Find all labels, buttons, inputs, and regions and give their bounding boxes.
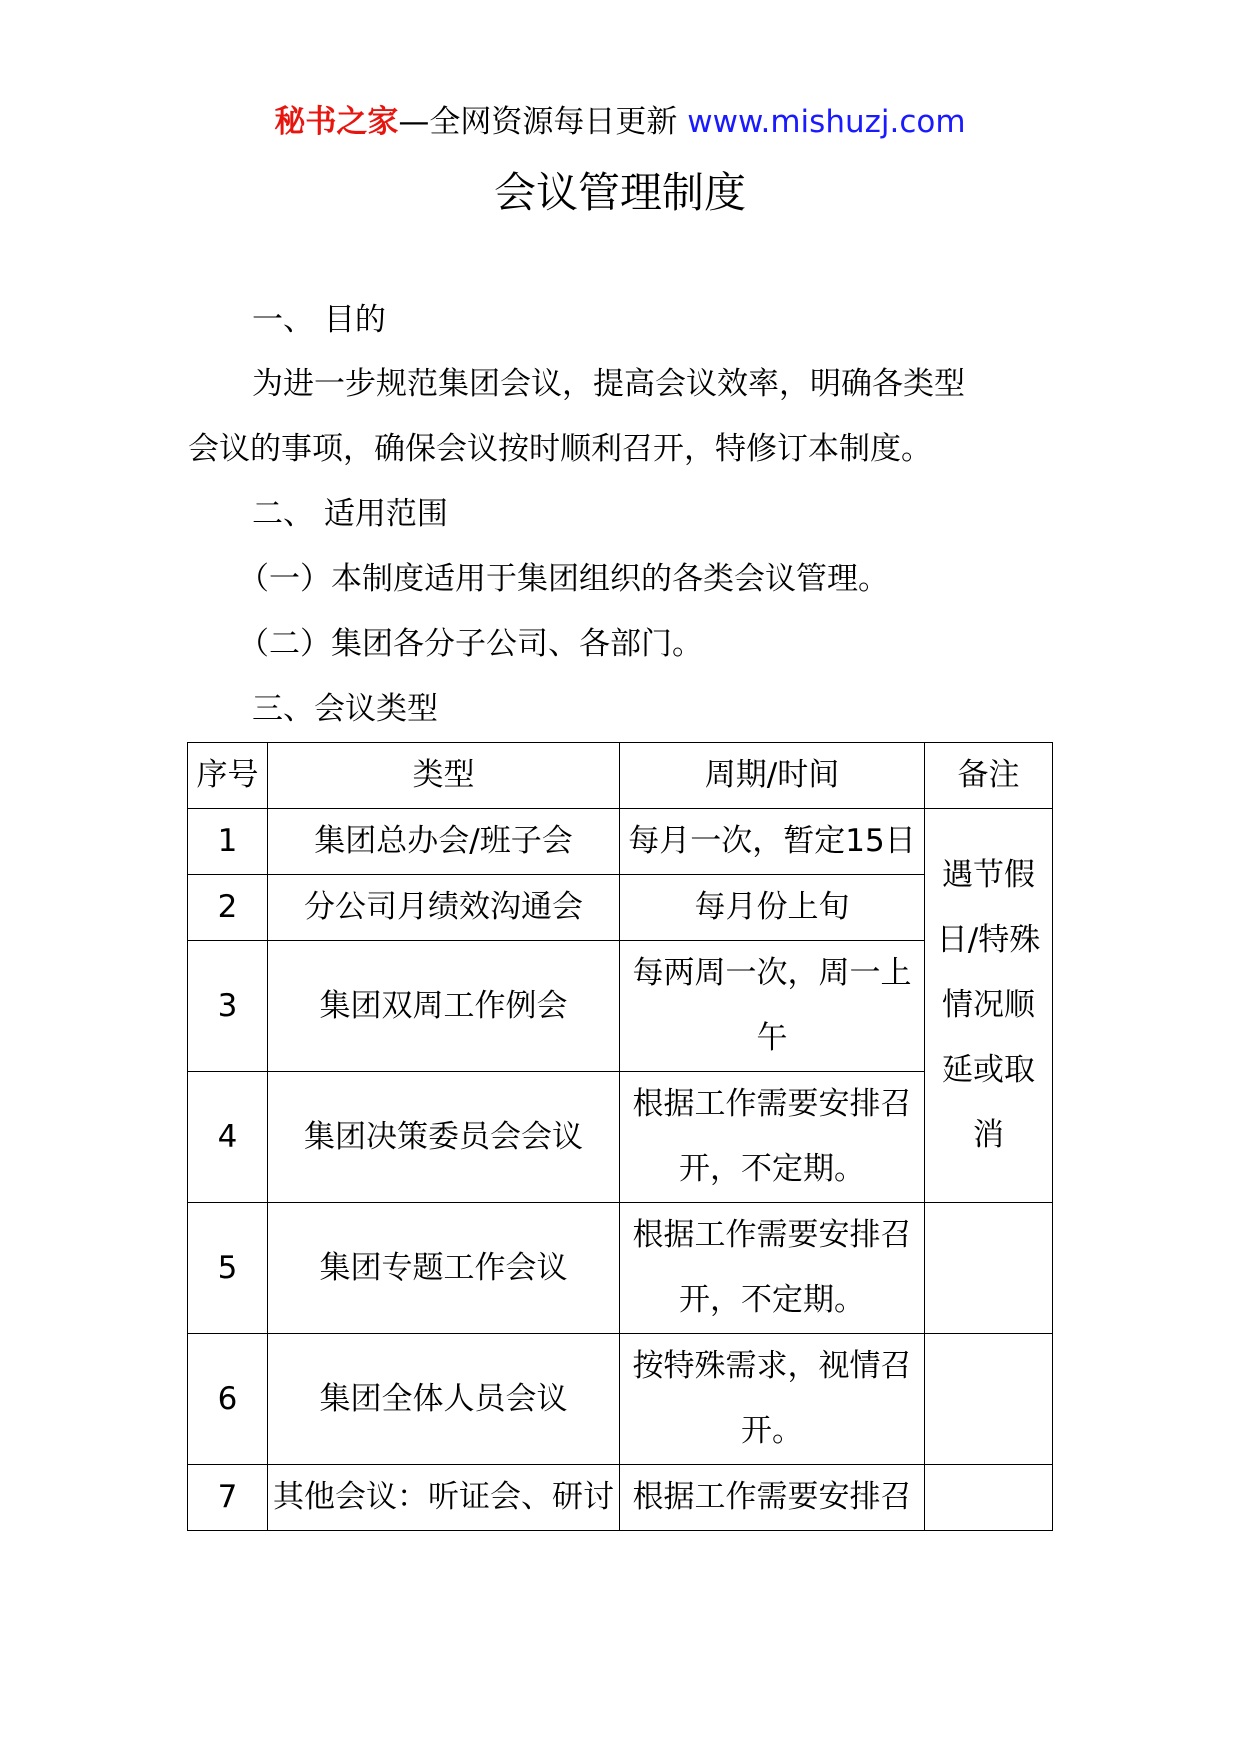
table-row [188,1072,1053,1203]
table-row [188,1465,1053,1531]
row-serial: 6 [188,1334,268,1465]
header-serial: 序号 [188,743,268,809]
scope-item-2: （二）集团各分子公司、各部门。 [238,626,703,662]
header-type: 类型 [268,743,620,809]
meeting-types-table [187,742,1053,1531]
table-row [188,1203,1053,1334]
table-row [188,941,1053,1072]
table-header-row [188,743,1053,809]
row-period: 每两周一次，周一上午 [620,941,925,1072]
site-header [0,100,1240,144]
purpose-paragraph-line-2: 会议的事项，确保会议按时顺利召开，特修订本制度。 [188,431,932,467]
row-type: 分公司月绩效沟通会 [268,875,620,941]
scope-item-1: （一）本制度适用于集团组织的各类会议管理。 [238,561,889,597]
row-serial: 2 [188,875,268,941]
row-period: 每月份上旬 [620,875,925,941]
row-remark-empty [925,1465,1053,1531]
section-heading-meeting-types: 三、会议类型 [252,691,438,727]
table-row [188,809,1053,875]
table-row [188,875,1053,941]
row-remark-empty [925,1334,1053,1465]
remark-cell: 遇节假日/特殊情况顺延或取消 [925,809,1053,1203]
row-period: 每月一次，暂定15日 [620,809,925,875]
row-serial: 3 [188,941,268,1072]
row-type: 集团全体人员会议 [268,1334,620,1465]
row-type: 集团双周工作例会 [268,941,620,1072]
header-remark: 备注 [925,743,1053,809]
row-serial: 7 [188,1465,268,1531]
document-title: 会议管理制度 [493,168,746,217]
row-type: 集团专题工作会议 [268,1203,620,1334]
row-period: 按特殊需求，视情召开。 [620,1334,925,1465]
row-serial: 5 [188,1203,268,1334]
row-type: 集团总办会/班子会 [268,809,620,875]
section-heading-purpose: 一、 目的 [252,302,386,338]
row-serial: 4 [188,1072,268,1203]
header-period: 周期/时间 [620,743,925,809]
purpose-paragraph-line-1: 为进一步规范集团会议，提高会议效率，明确各类型 [252,366,965,402]
site-brand: 秘书之家 [274,104,399,140]
site-tagline: —全网资源每日更新 [398,104,678,140]
table-row [188,1334,1053,1465]
row-period: 根据工作需要安排召 [620,1465,925,1531]
site-url-link[interactable]: www.mishuzj.com [687,104,966,140]
row-type: 集团决策委员会会议 [268,1072,620,1203]
row-period: 根据工作需要安排召开，不定期。 [620,1072,925,1203]
row-remark-empty [925,1203,1053,1334]
row-period: 根据工作需要安排召开，不定期。 [620,1203,925,1334]
row-serial: 1 [188,809,268,875]
row-type: 其他会议：听证会、研讨 [268,1465,620,1531]
section-heading-scope: 二、 适用范围 [252,496,448,532]
